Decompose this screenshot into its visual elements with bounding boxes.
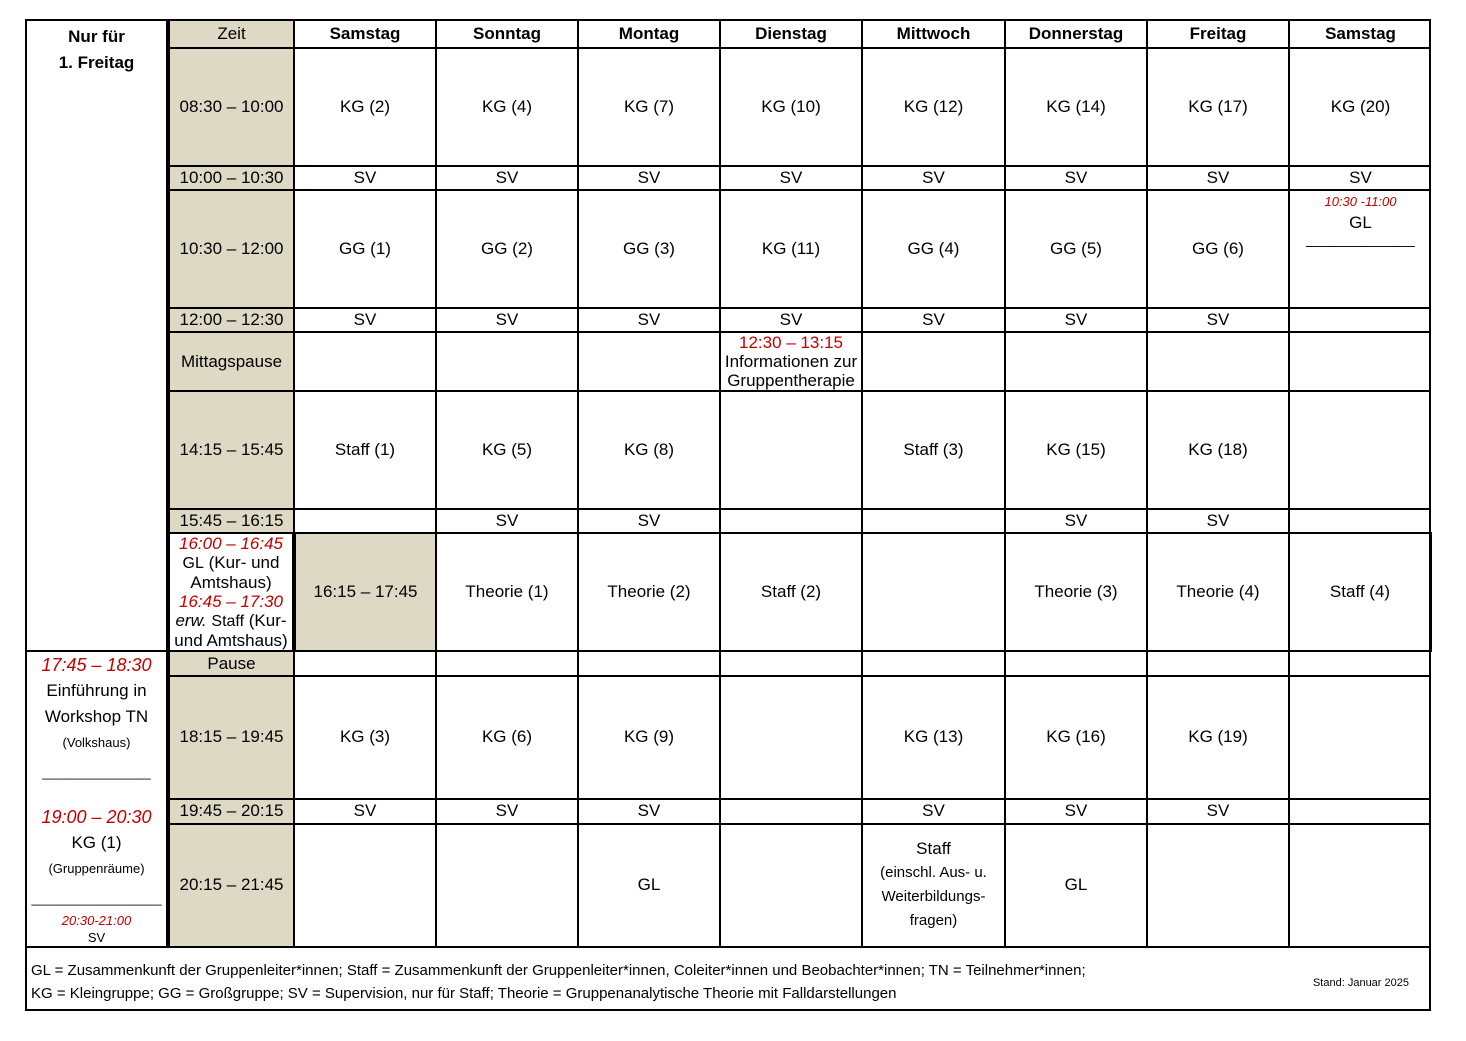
- table-row: [27, 533, 1431, 651]
- time-cell: 20:15 – 21:45: [168, 824, 294, 947]
- left-gl-note: (Kur- und Amtshaus): [190, 553, 280, 592]
- session-cell: KG (2): [294, 48, 436, 166]
- sv-cell: SV: [1147, 166, 1289, 190]
- empty-cell: [436, 332, 578, 391]
- session-cell: [294, 824, 436, 947]
- table-row: [27, 799, 1431, 824]
- info-session-cell: [720, 332, 862, 391]
- left-title-line1: Nur für: [68, 27, 125, 46]
- table-row: [27, 651, 1431, 676]
- staff-line1: Staff: [916, 839, 951, 859]
- sv-cell: [1289, 799, 1431, 824]
- table-row: [27, 332, 1431, 391]
- session-cell: KG (7): [578, 48, 720, 166]
- time-cell: 14:15 – 15:45: [168, 391, 294, 509]
- session-cell: KG (5): [436, 391, 578, 509]
- session-cell: KG (16): [1005, 676, 1147, 799]
- left-separator: _______________: [42, 765, 151, 780]
- empty-cell: [1005, 332, 1147, 391]
- table-row: [27, 509, 1431, 533]
- session-cell: GG (3): [578, 190, 720, 308]
- gl-label: GL: [1349, 213, 1372, 232]
- session-cell: [436, 824, 578, 947]
- info-time: 12:30 – 13:15: [739, 333, 843, 352]
- session-cell: KG (20): [1289, 48, 1431, 166]
- session-cell: GG (2): [436, 190, 578, 308]
- sv-cell: SV: [720, 308, 862, 332]
- left-workshop-line1: Einführung in: [46, 681, 147, 700]
- sv-cell: SV: [1005, 509, 1147, 533]
- session-cell: GG (1): [294, 190, 436, 308]
- session-cell: KG (12): [862, 48, 1005, 166]
- sv-cell: [294, 509, 436, 533]
- session-cell-gl: [1289, 190, 1431, 308]
- sv-cell: SV: [436, 166, 578, 190]
- session-cell: KG (11): [720, 190, 862, 308]
- sv-cell: SV: [436, 308, 578, 332]
- session-cell: Theorie (1): [436, 533, 578, 651]
- session-cell: KG (18): [1147, 391, 1289, 509]
- day-header: Samstag: [294, 21, 436, 48]
- sv-cell: SV: [1147, 308, 1289, 332]
- session-cell: Staff (2): [720, 533, 862, 651]
- left-column-block3: [27, 651, 168, 947]
- left-kg: KG (1): [71, 833, 122, 852]
- legend: [31, 959, 1086, 1005]
- session-cell: [720, 676, 862, 799]
- left-column-block1: [27, 21, 168, 651]
- session-cell: KG (4): [436, 48, 578, 166]
- table-row: [27, 824, 1431, 947]
- stand-date: Stand: Januar 2025: [1312, 977, 1409, 989]
- session-cell: GG (6): [1147, 190, 1289, 308]
- schedule-table: [27, 21, 1431, 948]
- sv-cell: SV: [578, 509, 720, 533]
- empty-cell: [294, 332, 436, 391]
- table-row: [27, 676, 1431, 799]
- table-row: [27, 190, 1431, 308]
- table-row: [27, 308, 1431, 332]
- session-cell: Staff (3): [862, 391, 1005, 509]
- time-cell: 12:00 – 12:30: [168, 308, 294, 332]
- left-sv: SV: [87, 930, 106, 945]
- day-header: Donnerstag: [1005, 21, 1147, 48]
- schedule-sheet: [25, 19, 1431, 1011]
- left-gl: GL: [182, 555, 204, 572]
- staff-session-cell: [862, 824, 1005, 947]
- day-header: Montag: [578, 21, 720, 48]
- sv-cell: SV: [578, 308, 720, 332]
- sv-cell: SV: [1005, 799, 1147, 824]
- session-cell: Staff (1): [294, 391, 436, 509]
- empty-cell: [436, 651, 578, 676]
- empty-cell: [1147, 332, 1289, 391]
- sv-cell: SV: [578, 166, 720, 190]
- left-kg-note: (Gruppenräume): [48, 861, 145, 876]
- sv-cell: SV: [436, 799, 578, 824]
- sv-cell: SV: [1005, 166, 1147, 190]
- info-line2: Gruppentherapie: [727, 371, 855, 390]
- day-header: Sonntag: [436, 21, 578, 48]
- session-cell: [1289, 391, 1431, 509]
- session-cell: [1289, 824, 1431, 947]
- session-cell: Theorie (4): [1147, 533, 1289, 651]
- staff-line4: fragen): [909, 912, 958, 930]
- session-cell: KG (8): [578, 391, 720, 509]
- legend-line2: KG = Kleingruppe; GG = Großgruppe; SV = Supervision, nur für Staff; Theorie = Gruppenanalytische Theorie mit Falldarstellungen: [31, 985, 897, 1002]
- empty-cell: [578, 651, 720, 676]
- day-header: Freitag: [1147, 21, 1289, 48]
- empty-cell: [1289, 332, 1431, 391]
- sv-cell: [862, 509, 1005, 533]
- left-time: 16:45 – 17:30: [179, 592, 283, 611]
- session-cell: GG (5): [1005, 190, 1147, 308]
- legend-line1: GL = Zusammenkunft der Gruppenleiter*innen; Staff = Zusammenkunft der Gruppenleiter*innen, Coleiter*innen und Beobachter*innen; TN = Teilnehmer*innen;: [31, 962, 1086, 979]
- sv-cell: [720, 799, 862, 824]
- session-cell: KG (19): [1147, 676, 1289, 799]
- empty-cell: [1147, 651, 1289, 676]
- empty-cell: [578, 332, 720, 391]
- table-row: [27, 48, 1431, 166]
- time-cell: 10:30 – 12:00: [168, 190, 294, 308]
- left-time: 17:45 – 18:30: [41, 655, 152, 675]
- sv-cell: SV: [862, 799, 1005, 824]
- day-header: Mittwoch: [862, 21, 1005, 48]
- session-cell: [1147, 824, 1289, 947]
- sv-cell: SV: [1289, 166, 1431, 190]
- left-title-line2: 1. Freitag: [58, 53, 135, 72]
- left-workshop-line2: Workshop TN: [44, 707, 149, 726]
- gl-time: 10:30 -11:00: [1324, 194, 1397, 209]
- left-staff: Staff: [211, 613, 245, 630]
- session-cell: Staff (4): [1289, 533, 1431, 651]
- left-time: 20:30-21:00: [61, 913, 132, 928]
- empty-cell: [862, 651, 1005, 676]
- gl-line: _____________: [1306, 231, 1415, 248]
- session-cell: [1289, 676, 1431, 799]
- sv-cell: SV: [862, 166, 1005, 190]
- session-cell: KG (6): [436, 676, 578, 799]
- table-row: [27, 166, 1431, 190]
- left-staff-note: (Kur- und Amtshaus): [174, 611, 288, 650]
- sv-cell: SV: [578, 799, 720, 824]
- sv-cell: SV: [862, 308, 1005, 332]
- empty-cell: [294, 651, 436, 676]
- time-cell: 15:45 – 16:15: [168, 509, 294, 533]
- zeit-header: Zeit: [168, 21, 294, 48]
- sv-cell: [720, 509, 862, 533]
- left-time: 16:00 – 16:45: [179, 534, 283, 553]
- empty-cell: [1289, 651, 1431, 676]
- session-cell: GL: [578, 824, 720, 947]
- session-cell: Theorie (3): [1005, 533, 1147, 651]
- time-cell: Mittagspause: [168, 332, 294, 391]
- session-cell: KG (13): [862, 676, 1005, 799]
- time-cell: 16:15 – 17:45: [294, 533, 436, 651]
- day-header: Samstag: [1289, 21, 1431, 48]
- session-cell: KG (10): [720, 48, 862, 166]
- session-cell: [720, 824, 862, 947]
- info-line1: Informationen zur: [724, 352, 858, 371]
- sv-cell: SV: [1147, 509, 1289, 533]
- time-cell: 19:45 – 20:15: [168, 799, 294, 824]
- empty-cell: [1005, 651, 1147, 676]
- empty-cell: [720, 651, 862, 676]
- session-cell: KG (3): [294, 676, 436, 799]
- sv-cell: SV: [436, 509, 578, 533]
- session-cell: GG (4): [862, 190, 1005, 308]
- time-cell: Pause: [168, 651, 294, 676]
- sv-cell: [1289, 509, 1431, 533]
- time-cell: 18:15 – 19:45: [168, 676, 294, 799]
- time-cell: 08:30 – 10:00: [168, 48, 294, 166]
- left-erw: erw.: [175, 611, 207, 630]
- left-column-block2: [168, 533, 294, 651]
- left-separator: __________________: [31, 891, 162, 906]
- sv-cell: [1289, 308, 1431, 332]
- session-cell: Theorie (2): [578, 533, 720, 651]
- session-cell: KG (9): [578, 676, 720, 799]
- staff-line2: (einschl. Aus- u.: [880, 864, 987, 882]
- sv-cell: SV: [720, 166, 862, 190]
- header-row: [27, 21, 1431, 48]
- session-cell: [862, 533, 1005, 651]
- session-cell: KG (17): [1147, 48, 1289, 166]
- table-row: [27, 391, 1431, 509]
- left-time: 19:00 – 20:30: [41, 807, 152, 827]
- day-header: Dienstag: [720, 21, 862, 48]
- session-cell: GL: [1005, 824, 1147, 947]
- staff-line3: Weiterbildungs-: [881, 888, 986, 906]
- session-cell: [720, 391, 862, 509]
- sv-cell: SV: [1005, 308, 1147, 332]
- sv-cell: SV: [294, 799, 436, 824]
- time-cell: 10:00 – 10:30: [168, 166, 294, 190]
- session-cell: KG (14): [1005, 48, 1147, 166]
- left-workshop-note: (Volkshaus): [62, 735, 131, 750]
- empty-cell: [862, 332, 1005, 391]
- sv-cell: SV: [294, 308, 436, 332]
- sv-cell: SV: [1147, 799, 1289, 824]
- session-cell: KG (15): [1005, 391, 1147, 509]
- sv-cell: SV: [294, 166, 436, 190]
